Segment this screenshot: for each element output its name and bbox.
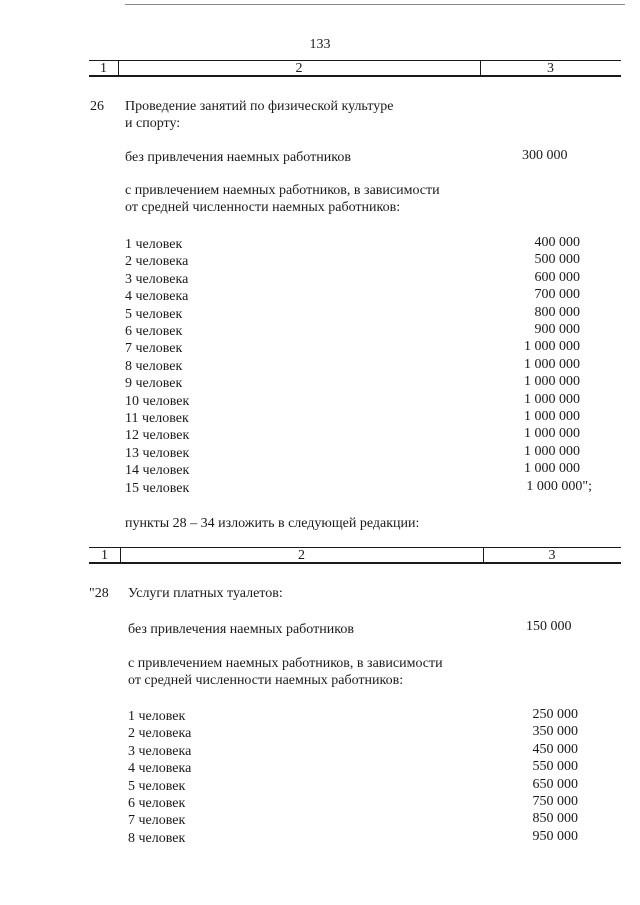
row-value: 600 000: [534, 269, 580, 285]
row-value: 950 000: [532, 828, 578, 844]
row-value: 400 000: [534, 235, 580, 250]
header-col-3: 3: [547, 61, 554, 76]
table-header-1: [89, 60, 621, 77]
row-value: 900 000: [534, 322, 580, 337]
row-label: 15 человек: [125, 480, 190, 496]
header-col-2: 2: [295, 61, 303, 76]
item-title: Проведение занятий по физической культуре: [125, 99, 394, 114]
row-label: 5 человек: [125, 306, 183, 322]
page-number: 133: [309, 37, 331, 52]
hired-description: с привлечением наемных работников, в зависимости: [128, 656, 443, 671]
row-value: 1 000 000";: [526, 478, 592, 494]
row-label: 7 человек: [128, 813, 186, 829]
hired-description: с привлечением наемных работников, в зависимости: [125, 183, 440, 198]
instruction-text: пункты 28 – 34 изложить в следующей редакции:: [125, 516, 420, 531]
row-label: 9 человек: [125, 376, 183, 392]
row-label: 2 человека: [125, 254, 189, 270]
row-label: 11 человек: [125, 411, 189, 426]
row-label: 1 человек: [125, 237, 183, 252]
row-label: 8 человек: [125, 358, 183, 374]
item-number: 26: [90, 99, 104, 114]
row-value: 500 000: [534, 252, 580, 268]
row-label: 8 человек: [128, 830, 186, 846]
row-value: 1 000 000: [524, 356, 580, 372]
no-hired-value: 300 000: [522, 148, 568, 163]
header-col-1: 1: [100, 61, 107, 76]
row-label: 5 человек: [128, 778, 186, 794]
row-label: 4 человека: [125, 289, 189, 305]
row-value: 1 000 000: [524, 426, 580, 442]
row-value: 1 000 000: [524, 409, 580, 424]
row-value: 700 000: [534, 287, 580, 303]
row-label: 6 человек: [128, 796, 186, 811]
top-rule: [125, 4, 625, 5]
row-value: 1 000 000: [524, 391, 580, 407]
row-label: 7 человек: [125, 341, 183, 357]
row-label: 10 человек: [125, 393, 190, 409]
row-value: 350 000: [532, 724, 578, 740]
row-value: 1 000 000: [524, 339, 580, 355]
row-value: 450 000: [532, 741, 578, 757]
item-title: Услуги платных туалетов:: [128, 586, 283, 601]
row-value: 1 000 000: [524, 443, 580, 459]
no-hired-label: без привлечения наемных работников: [128, 622, 354, 637]
row-value: 250 000: [532, 707, 578, 722]
row-value: 1 000 000: [524, 374, 580, 390]
row-label: 3 человека: [125, 271, 189, 287]
row-label: 13 человек: [125, 445, 190, 461]
item-number: "28: [89, 586, 109, 601]
row-value: 550 000: [532, 759, 578, 775]
row-label: 1 человек: [128, 709, 186, 724]
header-col-3: 3: [548, 548, 556, 563]
row-label: 2 человека: [128, 726, 192, 742]
row-value: 850 000: [532, 811, 578, 827]
header-col-1: 1: [101, 548, 108, 563]
item-title: и спорту:: [125, 116, 181, 131]
row-label: 6 человек: [125, 324, 183, 339]
hired-description: от средней численности наемных работников:: [125, 200, 401, 215]
row-label: 4 человека: [128, 761, 192, 777]
row-label: 12 человек: [125, 428, 190, 444]
row-value: 1 000 000: [524, 461, 580, 477]
no-hired-value: 150 000: [526, 619, 572, 634]
row-label: 14 человек: [125, 463, 190, 479]
row-label: 3 человека: [128, 743, 192, 759]
row-value: 650 000: [532, 776, 578, 792]
row-value: 800 000: [534, 304, 580, 320]
table-header-2: [89, 547, 621, 564]
header-col-2: 2: [298, 548, 305, 563]
no-hired-label: без привлечения наемных работников: [125, 150, 351, 165]
hired-description: от средней численности наемных работников:: [128, 673, 404, 688]
row-value: 750 000: [532, 794, 578, 809]
